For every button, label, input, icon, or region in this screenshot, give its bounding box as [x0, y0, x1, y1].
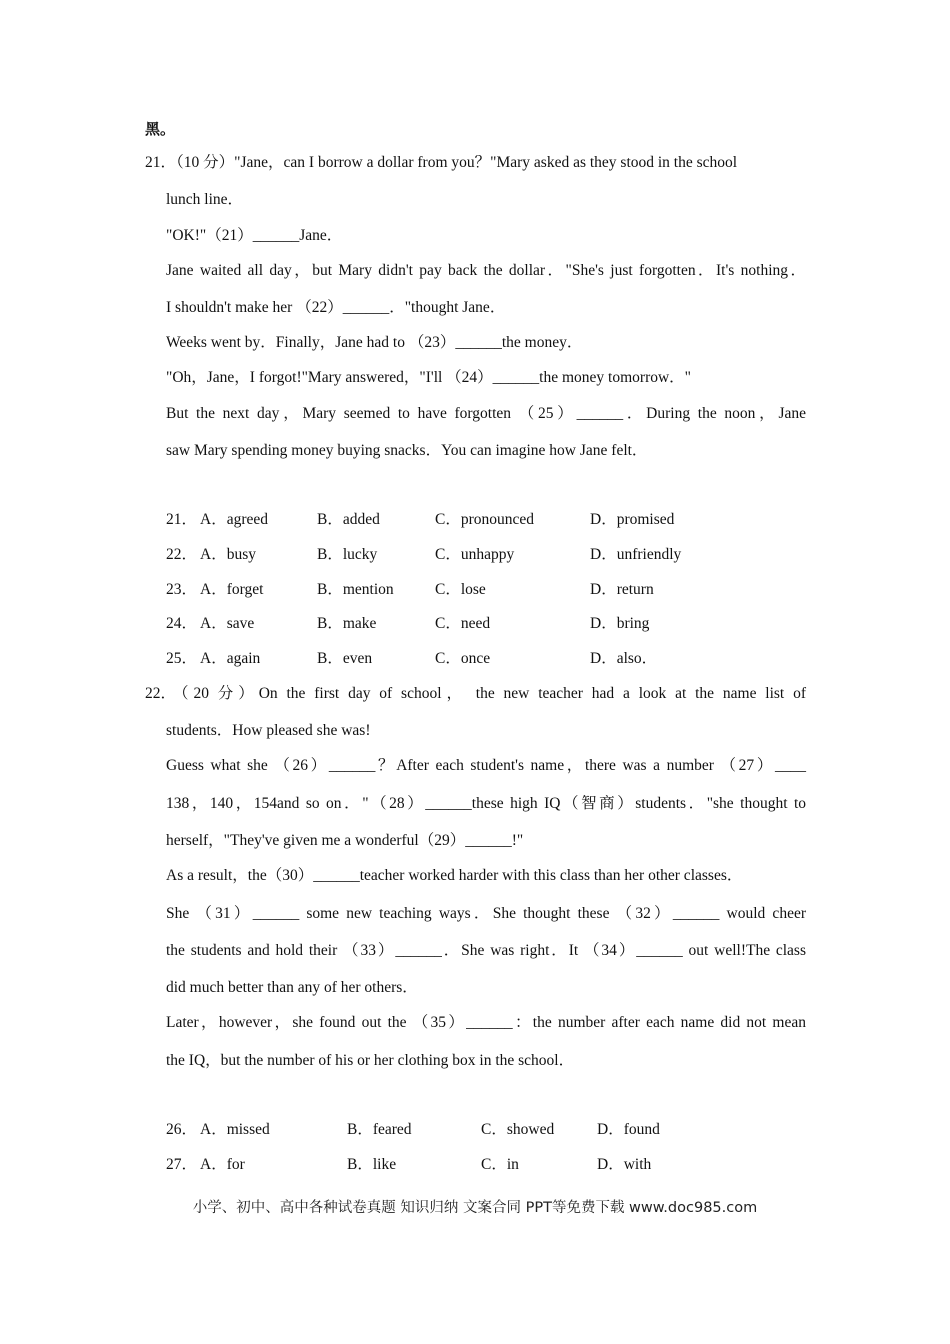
passage-line: "OK!"（21）______Jane．: [166, 227, 343, 244]
option-b: B．feared: [347, 1121, 412, 1138]
passage-line: "Jane，can I borrow a dollar from you？"Mary asked as they stood in the school: [234, 154, 738, 171]
passage-line: lunch line．: [166, 191, 244, 208]
option-d: D．bring: [590, 615, 650, 632]
option-c: C．lose: [435, 581, 486, 598]
option-a: A．forget: [200, 581, 264, 598]
option-b: B．added: [317, 511, 380, 528]
passage-line: saw Mary spending money buying snacks．You can imagine how Jane felt．: [166, 442, 648, 459]
option-b: B．even: [317, 650, 373, 667]
option-c: C．once: [435, 650, 491, 667]
question-number: 21．: [145, 154, 177, 171]
option-number: 22．: [166, 546, 198, 563]
passage-line: herself，"They've given me a wonderful（29）______!": [166, 832, 524, 849]
footer-banner: 小学、初中、高中各种试卷真题 知识归纳 文案合同 PPT等免费下载 www.doc985.com: [192, 1200, 758, 1216]
option-d: D．also．: [590, 650, 658, 667]
passage-line: She （31）______ some new teaching ways．She thought these （32）______ would cheer: [166, 905, 806, 922]
option-number: 27．: [166, 1156, 198, 1173]
option-number: 25．: [166, 650, 198, 667]
passage-line: Guess what she （26）______？After each student's name，there was a number （27）____: [166, 757, 806, 774]
question-22-header: [145, 684, 806, 704]
option-number: 26．: [166, 1121, 198, 1138]
option-number: 23．: [166, 581, 198, 598]
passage-line: As a result，the（30）______teacher worked harder with this class than her other classes．: [166, 867, 743, 884]
option-a: A．busy: [200, 546, 256, 563]
option-c: C．showed: [481, 1121, 555, 1138]
passage-line: 138，140，154and so on．"（28）______these high IQ（智商）students．"she thought to: [166, 795, 806, 812]
option-d: D．promised: [590, 511, 675, 528]
option-d: D．return: [590, 581, 654, 598]
option-b: B．like: [347, 1156, 397, 1173]
option-d: D．found: [597, 1121, 660, 1138]
option-c: C．pronounced: [435, 511, 535, 528]
option-c: C．unhappy: [435, 546, 515, 563]
option-c: C．need: [435, 615, 491, 632]
passage-line: I shouldn't make her （22）______．"thought Jane．: [166, 299, 506, 316]
option-b: B．make: [317, 615, 377, 632]
passage-line: the students and hold their （33）______．She was right．It （34）______ out well!The class: [166, 942, 806, 959]
passage-line: the IQ，but the number of his or her clothing box in the school．: [166, 1052, 575, 1069]
option-number: 21．: [166, 511, 198, 528]
option-a: A．again: [200, 650, 261, 667]
passage-line: "Oh，Jane，I forgot!"Mary answered，"I'll （24）______the money tomorrow．": [166, 369, 692, 386]
option-a: A．for: [200, 1156, 245, 1173]
option-b: B．lucky: [317, 546, 378, 563]
option-c: C．in: [481, 1156, 519, 1173]
option-a: A．missed: [200, 1121, 270, 1138]
option-b: B．mention: [317, 581, 394, 598]
heading-fragment: 黑。: [145, 120, 176, 138]
option-a: A．agreed: [200, 511, 268, 528]
passage-line: （20 分）On the first day of school， the new teacher had a look at the name list of: [173, 685, 806, 702]
passage-line: Later，however，she found out the （35）______：the number after each name did not mean: [166, 1014, 806, 1031]
option-number: 24．: [166, 615, 198, 632]
passage-line: Weeks went by．Finally，Jane had to （23）______the money．: [166, 334, 583, 351]
option-d: D．unfriendly: [590, 546, 682, 563]
option-d: D．with: [597, 1156, 652, 1173]
passage-line: students．How pleased she was!: [166, 722, 371, 739]
question-score: （10 分）: [176, 154, 235, 171]
question-number: 22．: [145, 685, 177, 702]
question-21-header: [145, 153, 737, 173]
passage-line: But the next day，Mary seemed to have forgotten （25）______．During the noon，Jane: [166, 405, 806, 422]
passage-line: did much better than any of her others．: [166, 979, 418, 996]
passage-line: Jane waited all day，but Mary didn't pay back the dollar．"She's just forgotten．It's nothing．: [166, 262, 806, 279]
option-a: A．save: [200, 615, 255, 632]
